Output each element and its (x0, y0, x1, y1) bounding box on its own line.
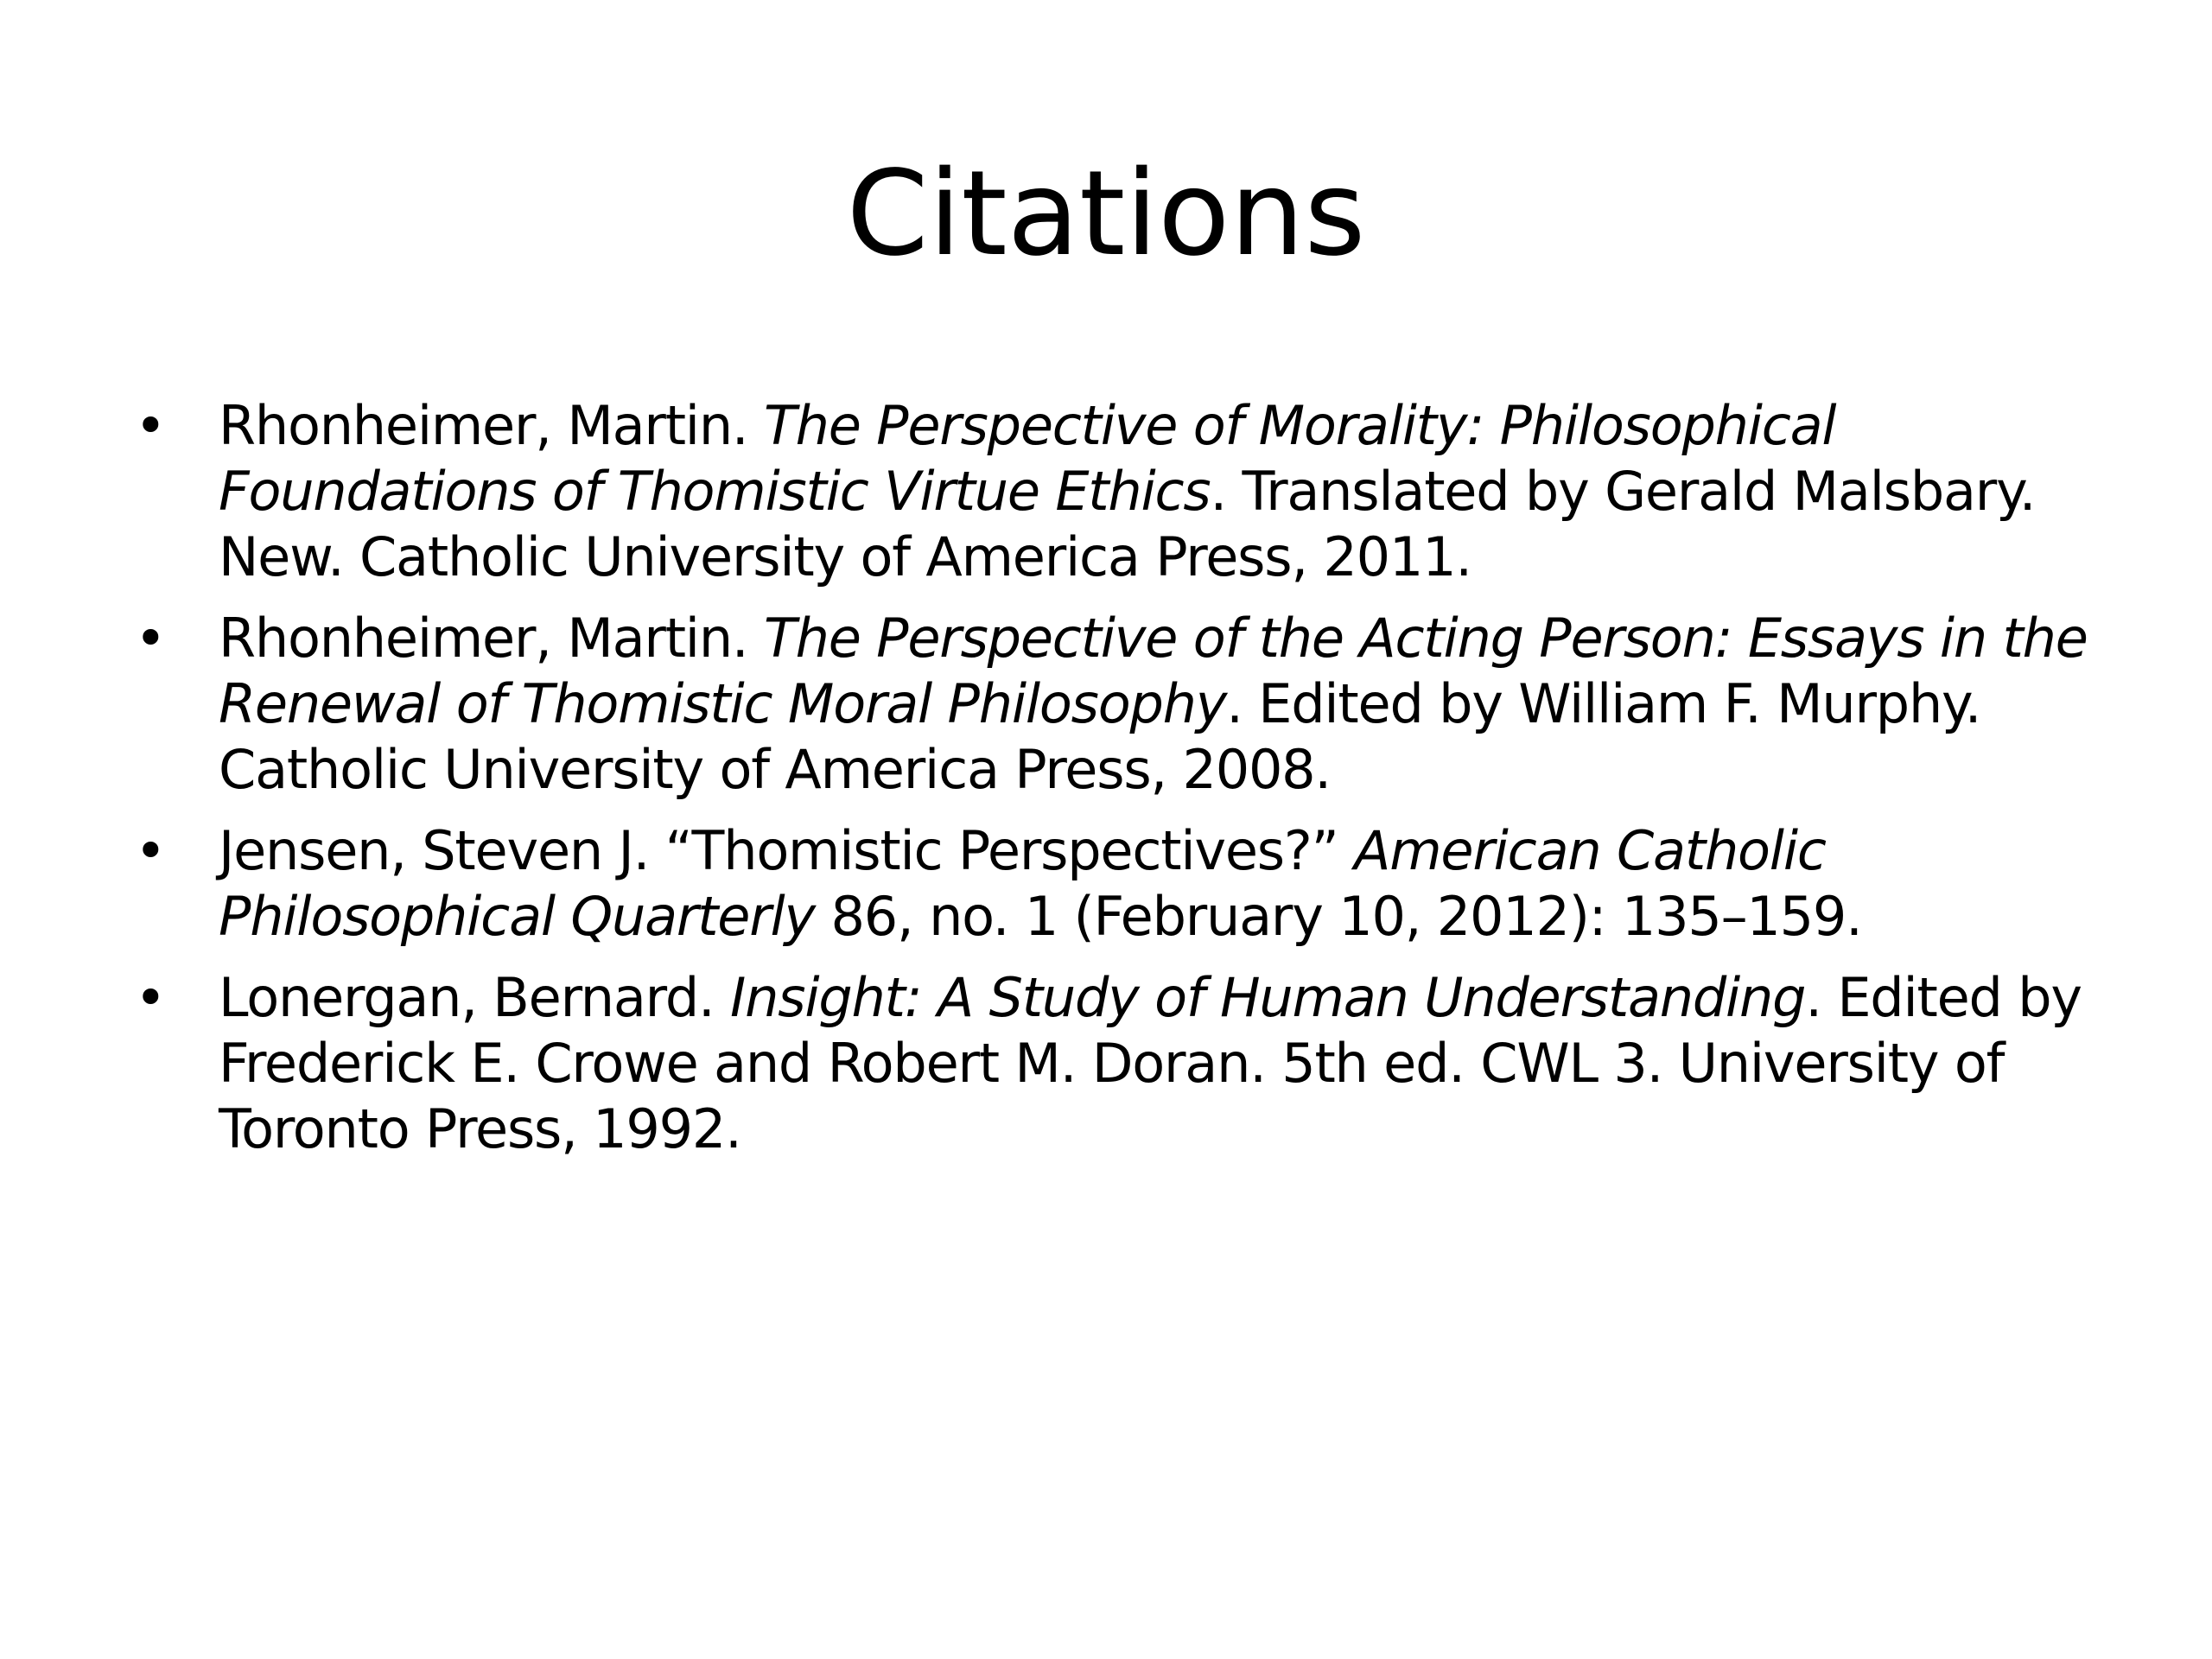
bullet-icon: • (135, 607, 166, 670)
citation-list (130, 393, 2117, 1178)
bullet-icon: • (135, 819, 166, 882)
citation-author: Rhonheimer, Martin. (219, 607, 764, 670)
citation-details: 86, no. 1 (February 10, 2012): 135–159. (815, 885, 1862, 948)
citation-details: . Translated by Gerald Malsbary. New. Catholic University of America Press, 2011. (219, 460, 2036, 588)
slide-title: Citations (846, 146, 1366, 283)
bullet-icon: • (135, 966, 166, 1029)
citation-item (130, 606, 2117, 803)
citation-item (130, 965, 2117, 1162)
citation-author: Rhonheimer, Martin. (219, 394, 764, 457)
citation-item (130, 818, 2117, 950)
citation-item (130, 393, 2117, 590)
citation-details: . Edited by Frederick E. Crowe and Robert M. Doran. 5th ed. CWL 3. University of Toronto Press, 1992. (219, 966, 2082, 1160)
citation-work-title: The Perspective of the Acting Person: Essays in the Renewal of Thomistic Moral Philosophy (219, 607, 2088, 735)
citation-details: . Edited by William F. Murphy. Catholic University of America Press, 2008. (219, 672, 1981, 801)
citation-work-title: The Perspective of Morality: Philosophical Foundations of Thomistic Virtue Ethics (219, 394, 1836, 523)
citation-work-title: Insight: A Study of Human Understanding (730, 966, 1806, 1029)
bullet-icon: • (135, 394, 166, 457)
citation-work-title: American Catholic Philosophical Quarterly (219, 819, 1826, 948)
citation-author: Jensen, Steven J. “Thomistic Perspectives?” (219, 819, 1355, 882)
citation-author: Lonergan, Bernard. (219, 966, 731, 1029)
